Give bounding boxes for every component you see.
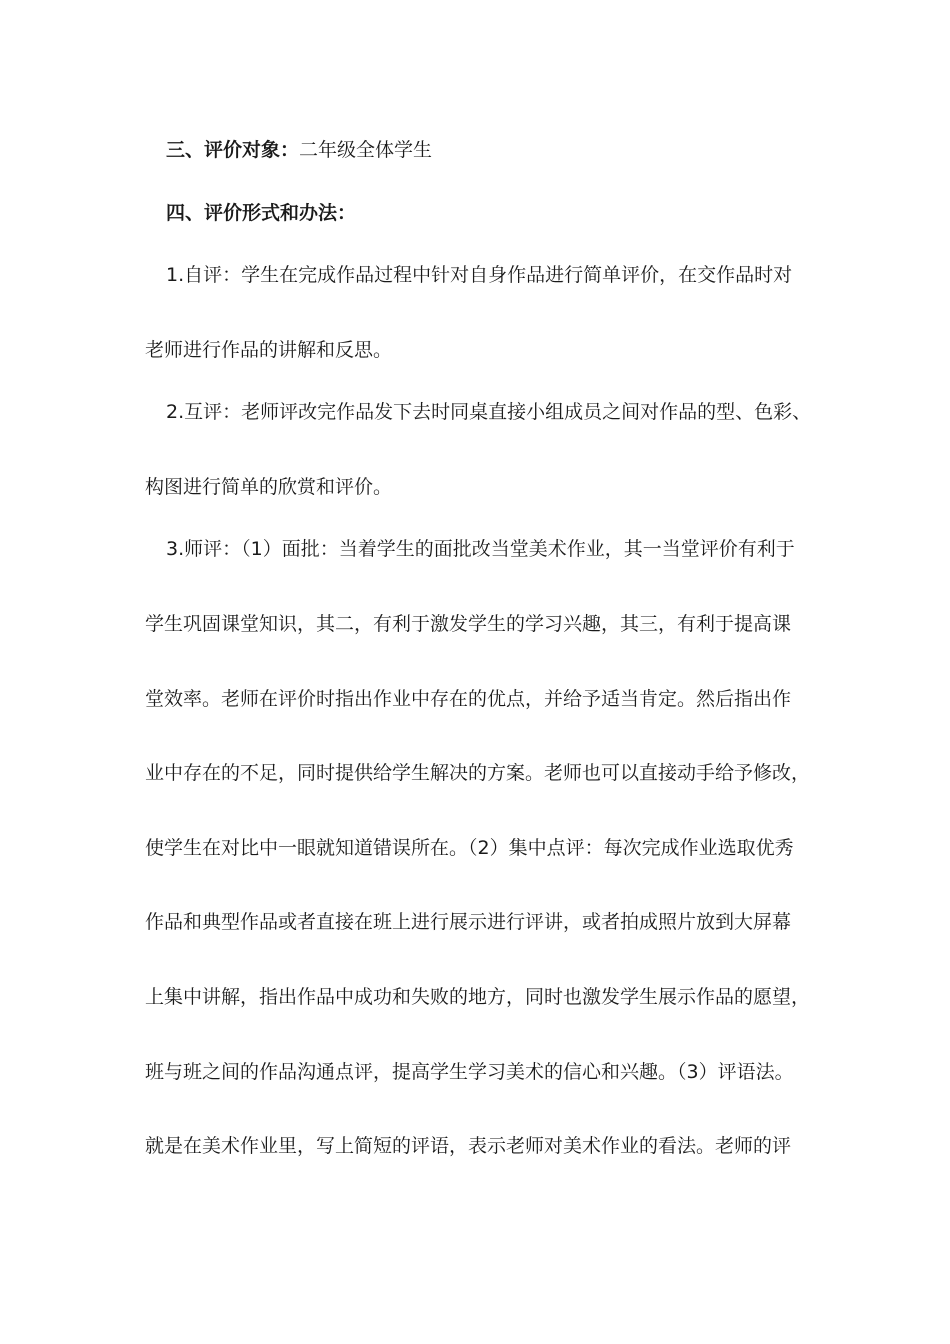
paragraph-line: 业中存在的不足，同时提供给学生解决的方案。老师也可以直接动手给予修改，	[145, 762, 811, 784]
paragraph-line: 1.自评：学生在完成作品过程中针对自身作品进行简单评价，在交作品时对	[166, 264, 793, 286]
paragraph-line: 使学生在对比中一眼就知道错误所在。（2）集中点评：每次完成作业选取优秀	[145, 837, 794, 859]
paragraph-line: 老师进行作品的讲解和反思。	[145, 339, 393, 361]
section-3-heading: 三、评价对象：	[166, 139, 300, 161]
paragraph-line: 堂效率。老师在评价时指出作业中存在的优点，并给予适当肯定。然后指出作	[145, 688, 792, 710]
paragraph-line: 3.师评：（1）面批：当着学生的面批改当堂美术作业，其一当堂评价有利于	[166, 538, 795, 560]
section-3-line	[166, 136, 836, 164]
paragraph-line: 构图进行简单的欣赏和评价。	[145, 476, 393, 498]
paragraph-line: 学生巩固课堂知识，其二，有利于激发学生的学习兴趣，其三，有利于提高课	[145, 613, 792, 635]
paragraph-line: 就是在美术作业里，写上简短的评语，表示老师对美术作业的看法。老师的评	[145, 1135, 792, 1157]
paragraph-line: 上集中讲解，指出作品中成功和失败的地方，同时也激发学生展示作品的愿望，	[145, 986, 811, 1008]
paragraph-line: 2.互评：老师评改完作品发下去时同桌直接小组成员之间对作品的型、色彩、	[166, 401, 812, 423]
section-4-heading: 四、评价形式和办法：	[166, 202, 357, 224]
paragraph-line: 班与班之间的作品沟通点评，提高学生学习美术的信心和兴趣。（3）评语法。	[145, 1061, 794, 1083]
paragraph-line: 作品和典型作品或者直接在班上进行展示进行评讲，或者拍成照片放到大屏幕	[145, 911, 792, 933]
section-3-value: 二年级全体学生	[299, 139, 433, 161]
